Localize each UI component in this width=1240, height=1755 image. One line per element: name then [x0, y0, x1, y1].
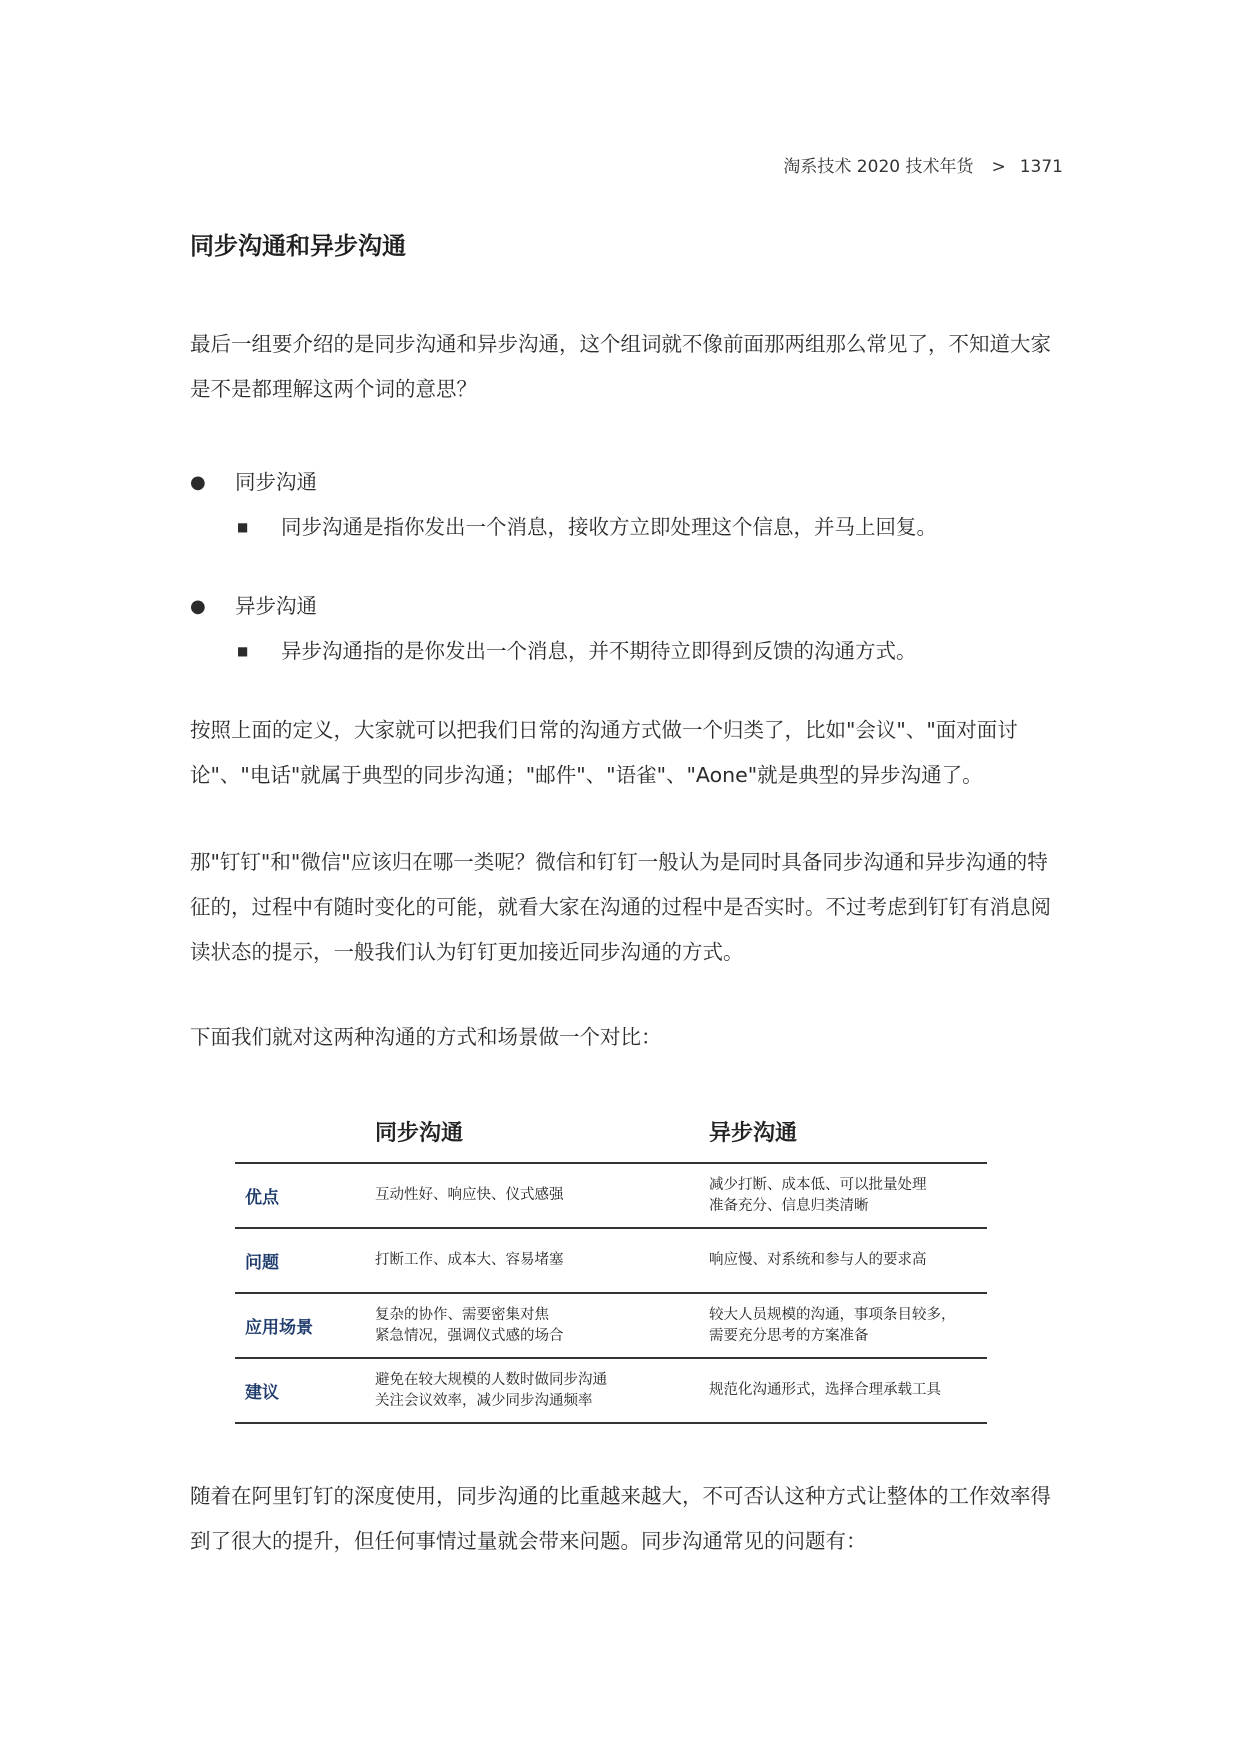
bullet-item — [190, 584, 1062, 629]
page-content — [190, 228, 1062, 1564]
row-label: 优点 — [245, 1188, 279, 1208]
header-separator: > — [991, 157, 1006, 177]
table-header-async: 异步沟通 — [709, 1120, 798, 1146]
row-label: 建议 — [245, 1383, 279, 1403]
cell-sync: 复杂的协作、需要密集对焦 紧急情况，强调仪式感的场合 — [375, 1306, 564, 1344]
table-row — [235, 1294, 987, 1359]
bullet-dot-icon: ● — [190, 472, 206, 493]
book-title: 淘系技术 2020 技术年货 — [783, 157, 974, 177]
bullet-definition: 异步沟通指的是你发出一个消息，并不期待立即得到反馈的沟通方式。 — [281, 639, 917, 663]
table-row — [235, 1229, 987, 1294]
bullet-async — [190, 584, 1062, 674]
sub-bullet-item — [190, 505, 1062, 550]
bullet-square-icon: ■ — [237, 644, 249, 658]
bullet-dot-icon: ● — [190, 596, 206, 617]
cell-async: 响应慢、对系统和参与人的要求高 — [709, 1252, 927, 1268]
row-label: 应用场景 — [245, 1318, 313, 1338]
bullet-definition: 同步沟通是指你发出一个消息，接收方立即处理这个信息，并马上回复。 — [281, 515, 937, 539]
table-header-row — [235, 1100, 987, 1164]
comparison-table — [235, 1100, 987, 1424]
conclusion-paragraph: 随着在阿里钉钉的深度使用，同步沟通的比重越来越大，不可否认这种方式让整体的工作效率得到了很大的提升，但任何事情过量就会带来问题。同步沟通常见的问题有： — [190, 1484, 1051, 1553]
bullet-term: 同步沟通 — [235, 470, 317, 494]
page-number: 1371 — [1019, 157, 1063, 177]
compare-intro-paragraph: 下面我们就对这两种沟通的方式和场景做一个对比： — [190, 1025, 662, 1049]
row-label: 问题 — [245, 1253, 279, 1273]
bullet-term: 异步沟通 — [235, 594, 317, 618]
cell-sync: 互动性好、响应快、仪式感强 — [375, 1187, 564, 1203]
bullet-sync — [190, 460, 1062, 550]
table-row — [235, 1164, 987, 1229]
wechat-paragraph: 那"钉钉"和"微信"应该归在哪一类呢？微信和钉钉一般认为是同时具备同步沟通和异步沟通的特征的，过程中有随时变化的可能，就看大家在沟通的过程中是否实时。不过考虑到钉钉有消息阅读状态的提示，一般我们认为钉钉更加接近同步沟通的方式。 — [190, 850, 1051, 964]
table-row — [235, 1359, 987, 1424]
cell-sync: 避免在较大规模的人数时做同步沟通 关注会议效率，减少同步沟通频率 — [375, 1371, 607, 1409]
intro-paragraph: 最后一组要介绍的是同步沟通和异步沟通，这个组词就不像前面那两组那么常见了，不知道大家是不是都理解这两个词的意思？ — [190, 332, 1051, 401]
table-header-sync: 同步沟通 — [375, 1120, 464, 1146]
cell-async: 较大人员规模的沟通，事项条目较多， 需要充分思考的方案准备 — [709, 1306, 956, 1344]
cell-sync: 打断工作、成本大、容易堵塞 — [375, 1252, 564, 1268]
section-title: 同步沟通和异步沟通 — [190, 232, 406, 260]
cell-async: 减少打断、成本低、可以批量处理 准备充分、信息归类清晰 — [709, 1176, 927, 1214]
bullet-item — [190, 460, 1062, 505]
bullet-square-icon: ■ — [237, 520, 249, 534]
page-header — [783, 152, 1063, 177]
sub-bullet-item — [190, 629, 1062, 674]
classification-paragraph: 按照上面的定义，大家就可以把我们日常的沟通方式做一个归类了，比如"会议"、"面对面讨论"、"电话"就属于典型的同步沟通；"邮件"、"语雀"、"Aone"就是典型的异步沟通了。 — [190, 718, 1018, 787]
cell-async: 规范化沟通形式，选择合理承载工具 — [709, 1382, 941, 1398]
